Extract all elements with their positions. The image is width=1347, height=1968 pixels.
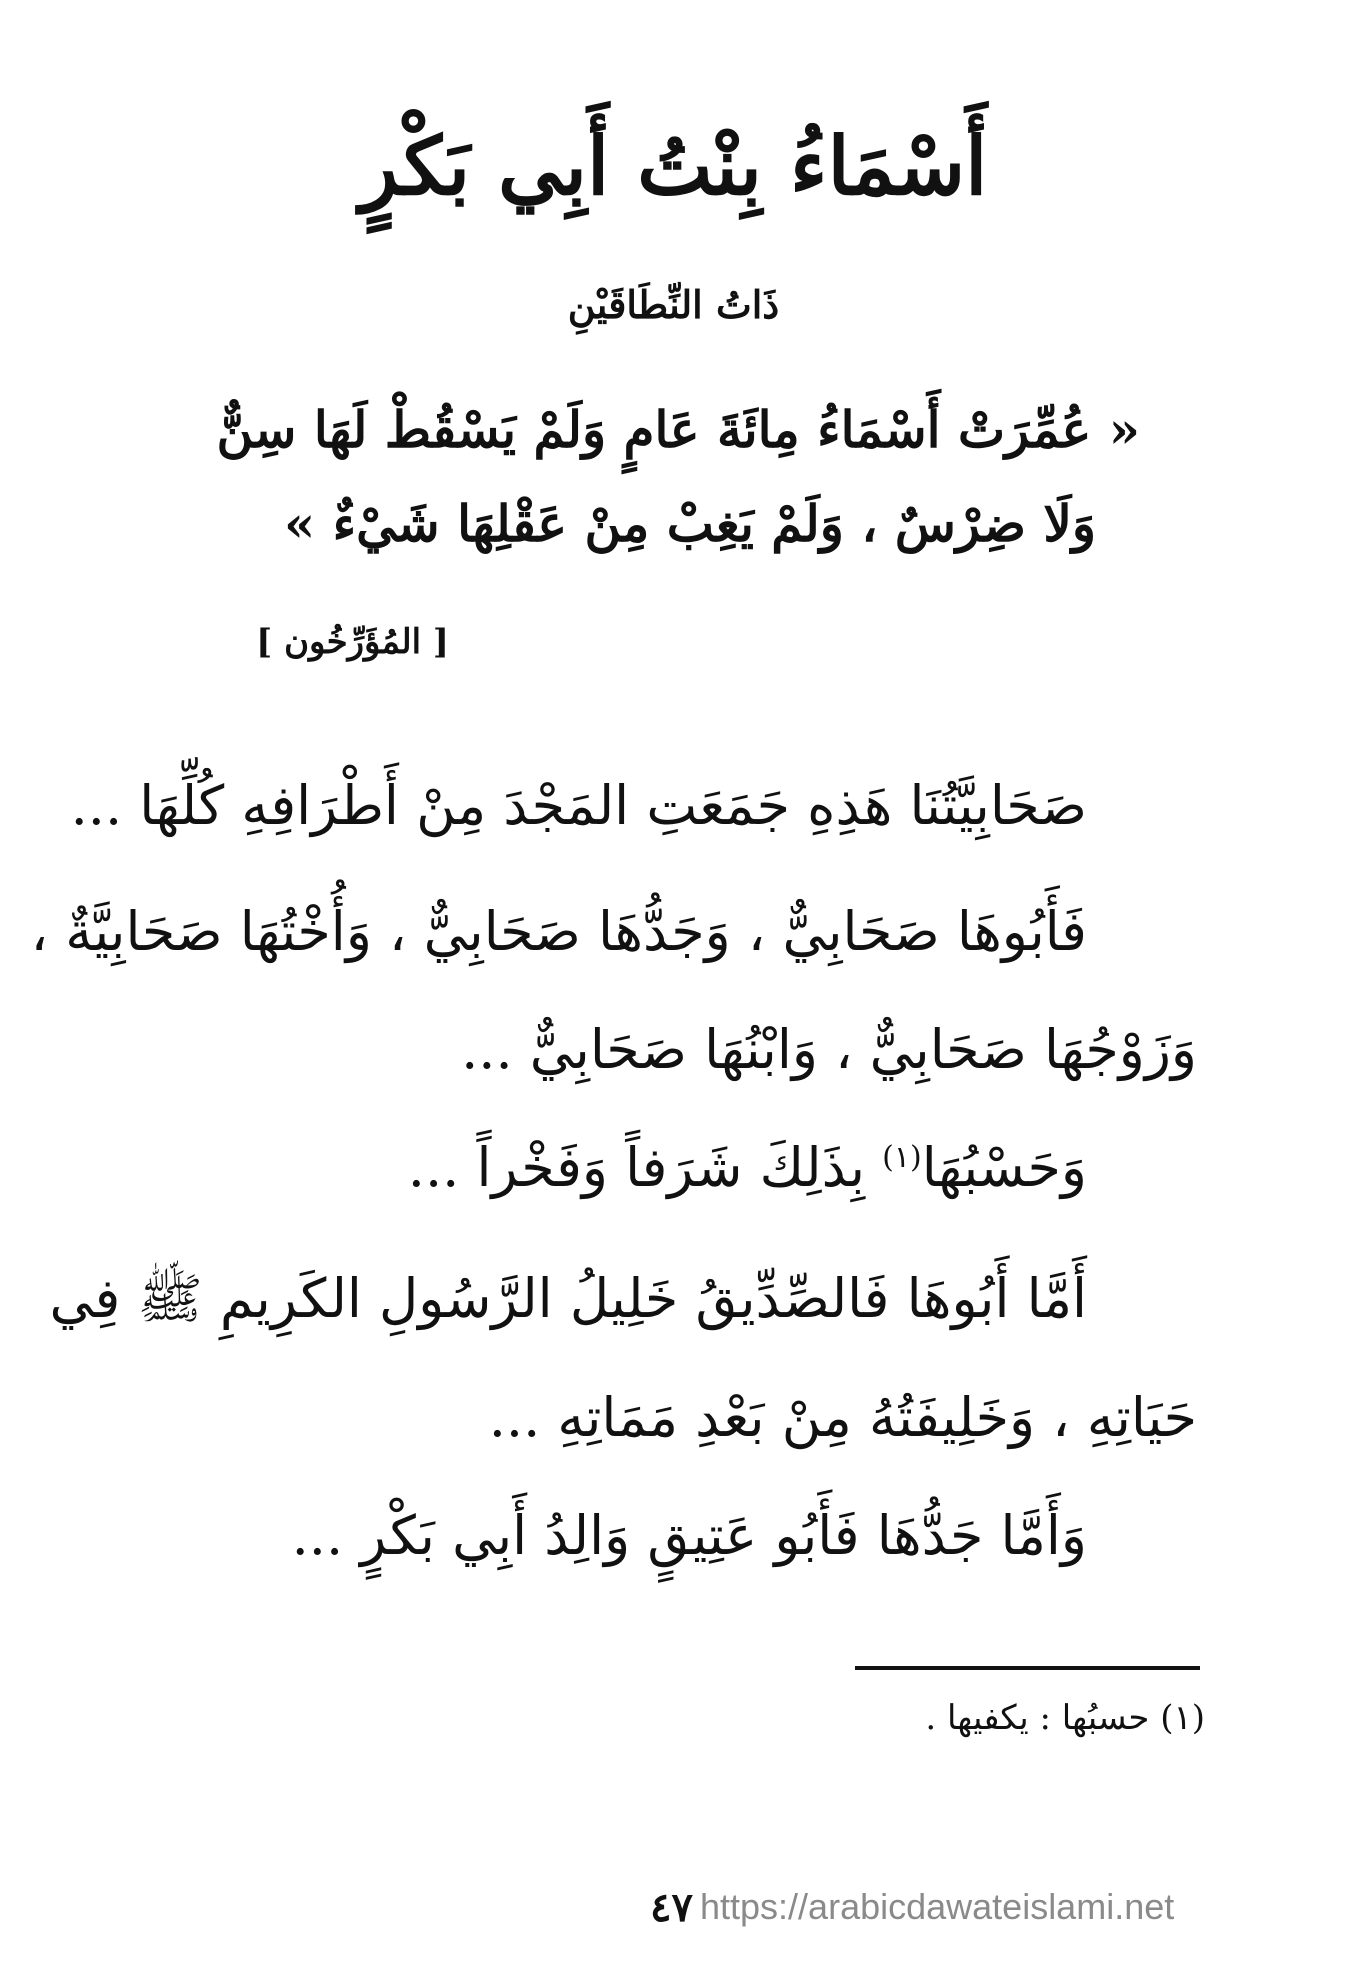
body-paragraph-5: أَمَّا أَبُوهَا فَالصِّدِّيقُ خَلِيلُ الرَّسُولِ الكَرِيمِ ﷺ فِي <box>49 1267 1087 1330</box>
page-subtitle: ذَاتُ النِّطَاقَيْنِ <box>567 282 780 327</box>
quote-line-2: وَلَا ضِرْسٌ ، وَلَمْ يَغِبْ مِنْ عَقْلِهَا شَيْءٌ » <box>283 494 1097 553</box>
body-paragraph-4 <box>187 1136 1087 1199</box>
quote-line-1: « عُمِّرَتْ أَسْمَاءُ مِائَةَ عَامٍ وَلَمْ يَسْقُطْ لَهَا سِنٌّ <box>216 400 1140 459</box>
footnote: (١) حسبُها : يكفيها . <box>925 1698 1205 1738</box>
body-paragraph-2: فَأَبُوهَا صَحَابِيٌّ ، وَجَدُّهَا صَحَابِيٌّ ، وَأُخْتُهَا صَحَابِيَّةٌ ، <box>30 900 1087 963</box>
footnote-divider <box>855 1666 1200 1670</box>
watermark-url: https://arabicdawateislami.net <box>700 1886 1175 1927</box>
body-paragraph-6: حَيَاتِهِ ، وَخَلِيفَتُهُ مِنْ بَعْدِ مَمَاتِهِ ... <box>488 1386 1197 1449</box>
footnote-marker: (١) <box>882 1140 922 1175</box>
page-number: ٤٧ <box>650 1884 693 1931</box>
quote-attribution: [ المُؤَرِّخُون ] <box>256 622 449 662</box>
body-paragraph-3: وَزَوْجُهَا صَحَابِيٌّ ، وَابْنُهَا صَحَابِيٌّ ... <box>461 1018 1197 1081</box>
body-paragraph-7: وَأَمَّا جَدُّهَا فَأَبُو عَتِيقٍ وَالِدُ أَبِي بَكْرٍ ... <box>291 1504 1087 1567</box>
body-paragraph-4-end: بِذَلِكَ شَرَفاً وَفَخْراً ... <box>407 1136 883 1199</box>
body-paragraph-1: صَحَابِيَّتُنَا هَذِهِ جَمَعَتِ المَجْدَ مِنْ أَطْرَافِهِ كُلِّهَا ... <box>70 774 1087 837</box>
body-paragraph-4-start: وَحَسْبُهَا <box>921 1136 1087 1199</box>
page-title: أَسْمَاءُ بِنْتُ أَبِي بَكْرٍ <box>359 119 988 213</box>
